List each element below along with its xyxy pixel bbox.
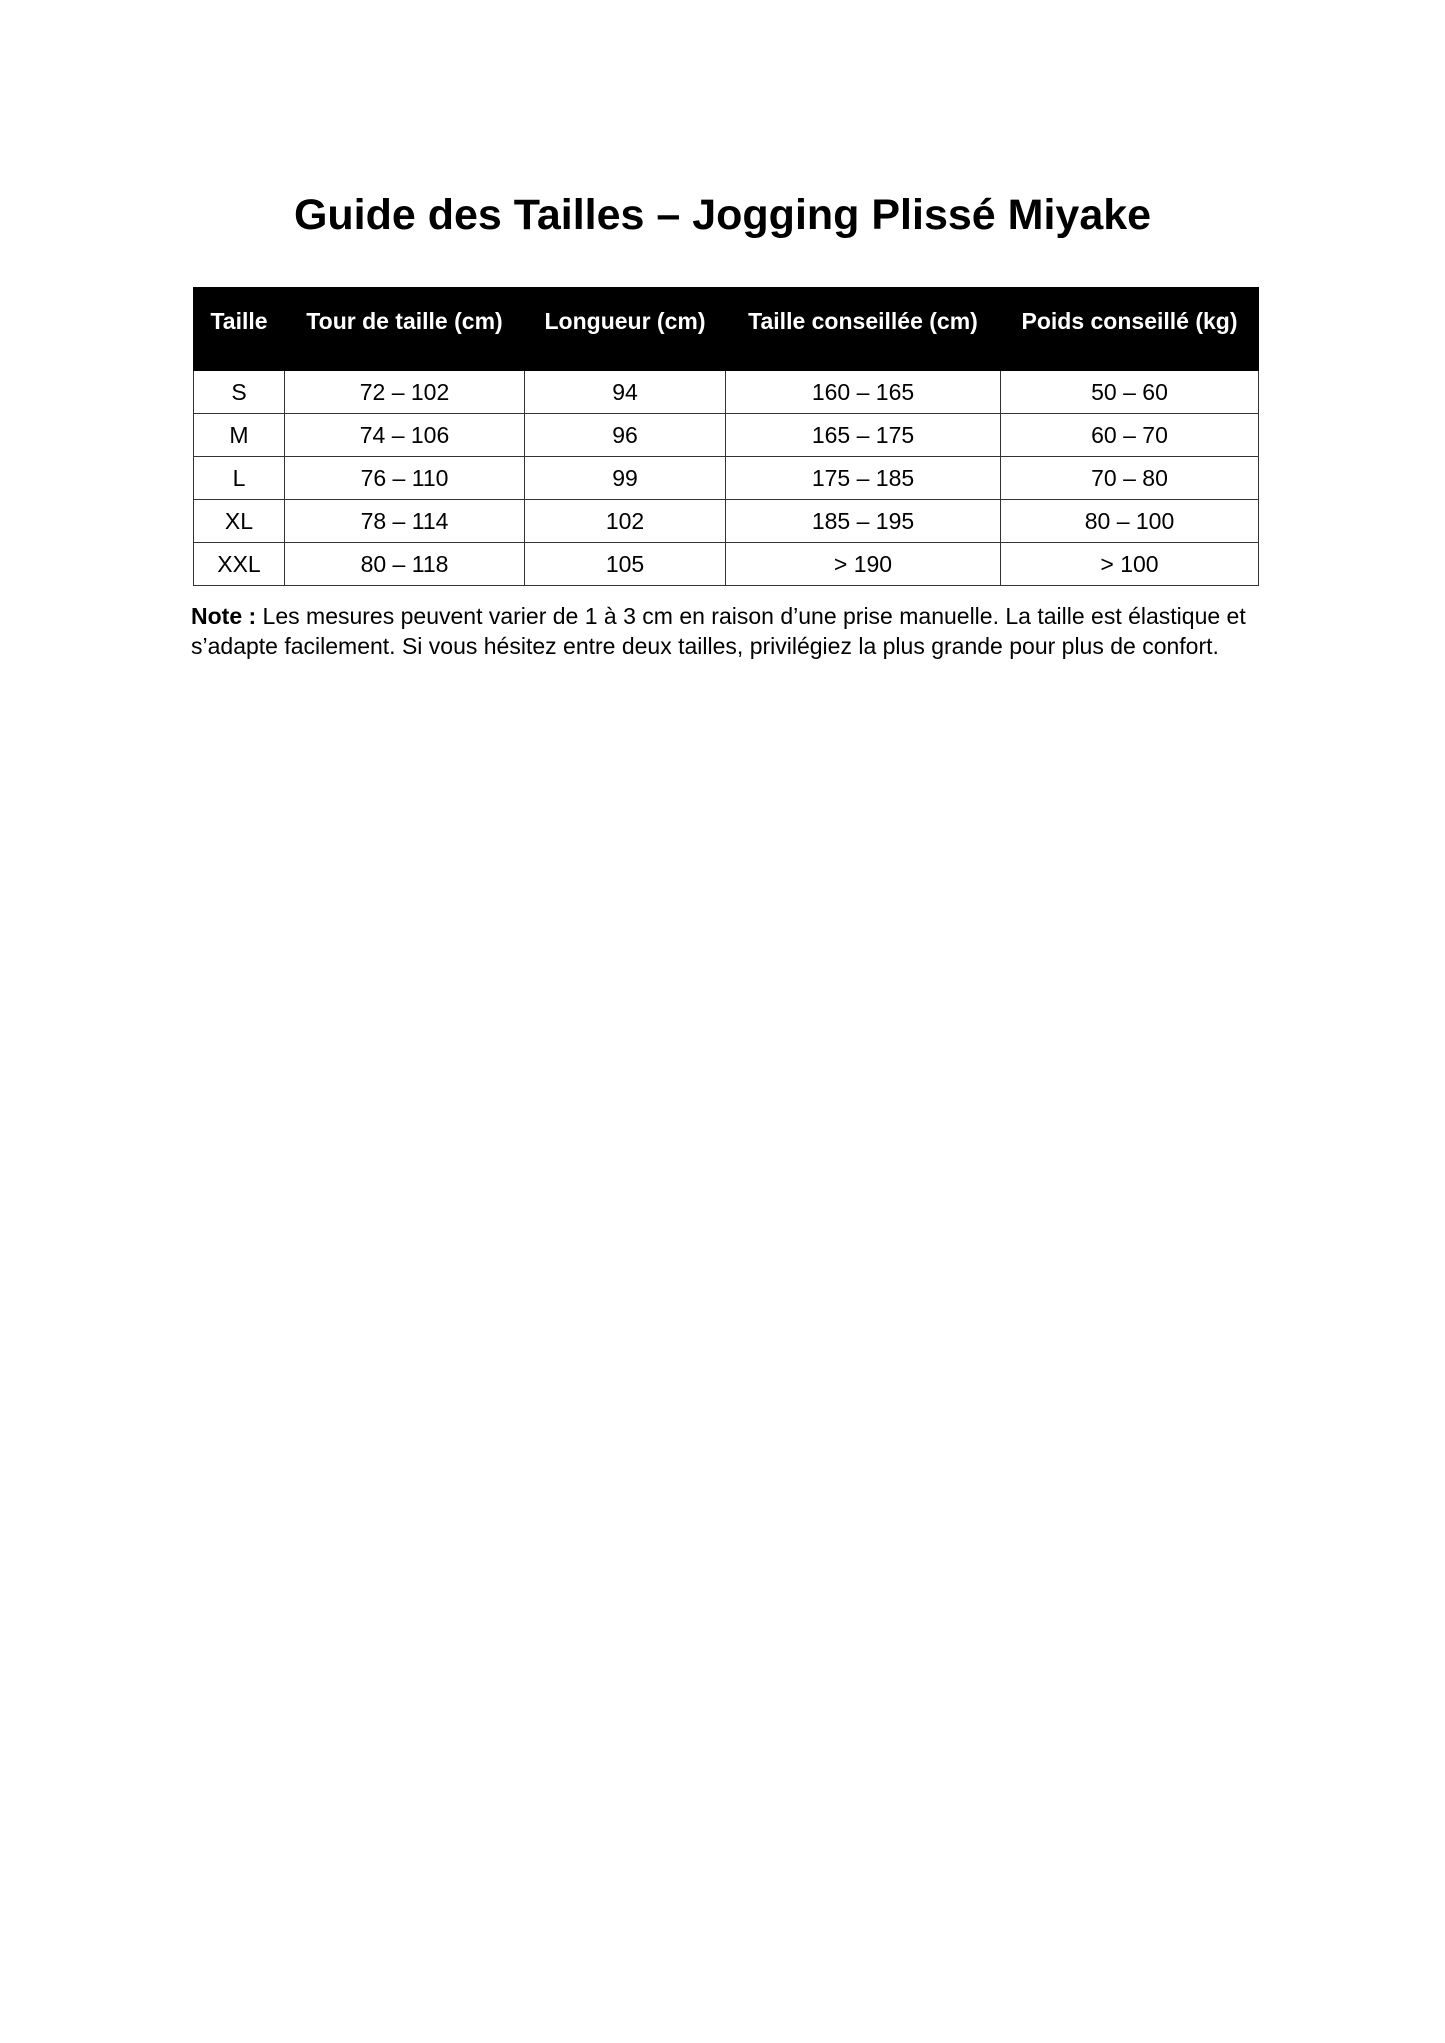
note-label: Note : (191, 603, 257, 629)
note-paragraph (191, 601, 1271, 661)
cell-tour-de-taille: 78 – 114 (285, 500, 525, 543)
cell-longueur: 96 (525, 414, 726, 457)
table-row (194, 414, 1259, 457)
cell-poids-conseille: 50 – 60 (1001, 371, 1259, 414)
cell-taille-conseillee: 185 – 195 (726, 500, 1001, 543)
cell-longueur: 105 (525, 543, 726, 586)
size-chart-table (193, 287, 1259, 586)
cell-taille: XL (194, 500, 285, 543)
cell-poids-conseille: 70 – 80 (1001, 457, 1259, 500)
cell-tour-de-taille: 76 – 110 (285, 457, 525, 500)
cell-taille-conseillee: 165 – 175 (726, 414, 1001, 457)
cell-tour-de-taille: 80 – 118 (285, 543, 525, 586)
header-tour-de-taille: Tour de taille (cm) (285, 288, 525, 371)
cell-taille: M (194, 414, 285, 457)
header-taille-conseillee: Taille conseillée (cm) (726, 288, 1001, 371)
cell-taille-conseillee: 175 – 185 (726, 457, 1001, 500)
cell-poids-conseille: 80 – 100 (1001, 500, 1259, 543)
cell-tour-de-taille: 72 – 102 (285, 371, 525, 414)
table-row (194, 543, 1259, 586)
header-poids-conseille: Poids conseillé (kg) (1001, 288, 1259, 371)
cell-taille-conseillee: > 190 (726, 543, 1001, 586)
cell-poids-conseille: 60 – 70 (1001, 414, 1259, 457)
cell-longueur: 99 (525, 457, 726, 500)
note-text: Les mesures peuvent varier de 1 à 3 cm en raison d’une prise manuelle. La taille est élastique et s’adapte facilement. Si vous hésitez entre deux tailles, privilégiez la plus grande pour plus de confort. (191, 603, 1246, 659)
cell-longueur: 102 (525, 500, 726, 543)
cell-poids-conseille: > 100 (1001, 543, 1259, 586)
table-header-row (194, 288, 1259, 371)
cell-taille: L (194, 457, 285, 500)
cell-tour-de-taille: 74 – 106 (285, 414, 525, 457)
table-row (194, 371, 1259, 414)
cell-taille: S (194, 371, 285, 414)
cell-taille-conseillee: 160 – 165 (726, 371, 1001, 414)
table-row (194, 457, 1259, 500)
cell-longueur: 94 (525, 371, 726, 414)
header-taille: Taille (194, 288, 285, 371)
table-row (194, 500, 1259, 543)
header-longueur: Longueur (cm) (525, 288, 726, 371)
cell-taille: XXL (194, 543, 285, 586)
page-title: Guide des Tailles – Jogging Plissé Miyake (293, 191, 1152, 239)
